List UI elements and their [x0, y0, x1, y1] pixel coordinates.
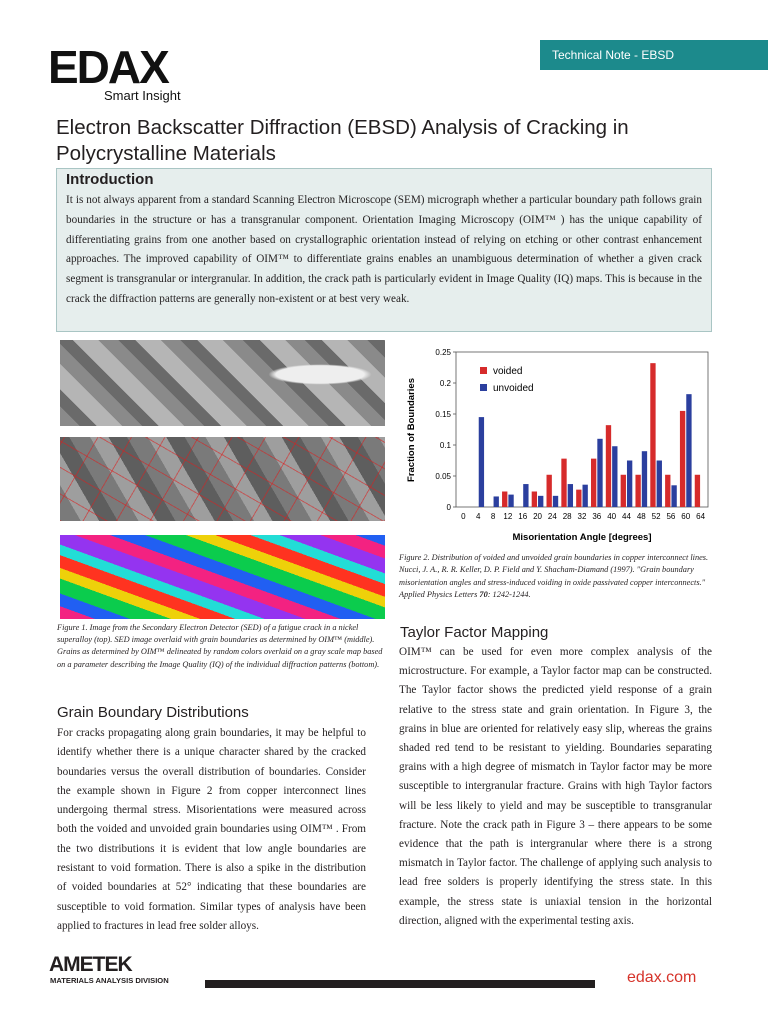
bar-unvoided-24 [553, 496, 558, 507]
ametek-division: MATERIALS ANALYSIS DIVISION [50, 976, 169, 985]
bar-unvoided-4 [479, 417, 484, 507]
figure2-caption-pages: : 1242-1244. [487, 590, 531, 600]
grain-boundary-heading: Grain Boundary Distributions [57, 704, 249, 721]
x-tick-label: 24 [547, 512, 557, 521]
footer-rule [205, 980, 595, 988]
bar-voided-40 [606, 425, 611, 507]
y-tick-label: 0.2 [439, 379, 451, 388]
document-title: Electron Backscatter Diffraction (EBSD) Analysis of Cracking in Polycrystalline Materials [56, 116, 629, 165]
bar-unvoided-40 [612, 446, 617, 507]
x-tick-label: 12 [503, 512, 513, 521]
ametek-logo: AMETEK [49, 953, 132, 976]
x-tick-label: 4 [476, 512, 481, 521]
legend-voided-label: voided [493, 366, 523, 377]
bar-voided-28 [561, 459, 566, 507]
introduction-body: It is not always apparent from a standard Scanning Electron Microscope (SEM) micrograph whether a particular boundary path follows grain boundaries in the structure or has a transgranular component. Orientation Imaging Microscopy (OIM™ ) has the unique capability of differentiating grains from one another based on crystallographic orientation instead of relying on etching or other contrast enhancement approaches. The improved capability of OIM™ to differentiate grains enables an unambiguous determination of whether a given crack segment is transgranular or intergranular. In addition, the crack path is particularly evident in Image Quality (IQ) maps. This is because in the crack the diffraction patterns are generally non-existent or at best very weak. [66, 194, 702, 305]
introduction-heading: Introduction [66, 171, 154, 188]
bar-voided-44 [621, 475, 626, 507]
x-tick-label: 40 [607, 512, 617, 521]
bar-voided-24 [547, 475, 552, 507]
bar-unvoided-44 [627, 461, 632, 508]
misorientation-bar-chart [398, 340, 716, 548]
bar-unvoided-36 [597, 439, 602, 507]
bar-voided-12 [502, 492, 507, 508]
bar-unvoided-20 [538, 496, 543, 507]
grain-boundary-body: For cracks propagating along grain boundaries, it may be helpful to identify whether there is a unique character shared by the cracked boundaries versus the overall distribution of boundaries. Consider the example shown in Figure 2 from copper interconnect lines undergoing thermal stress. Misorientations were measured across both the voided and unvoided grain boundaries using OIM™ . From the two distributions it is evident that low angle boundaries are resistant to void formation. There is also a spike in the distribution of voided boundaries at 52° indicating that these boundaries are susceptible to void formation. Similar types of analysis have been applied to fractures in lead free solder alloys. [57, 727, 366, 932]
bar-unvoided-60 [686, 394, 691, 507]
bar-voided-20 [532, 492, 537, 508]
y-tick-label: 0 [446, 503, 451, 512]
x-tick-label: 28 [562, 512, 572, 521]
taylor-factor-body: OIM™ can be used for even more complex analysis of the microstructure. For example, a Taylor factor map can be constructed. The Taylor factor shows the predicted yield response of a grain relative to the stress state and grain orientation. In Figure 3, the grains in blue are oriented for relatively easy slip, whereas the grains shaded red tend to be resistant to yielding. Boundaries separating grains with a high degree of mismatch in Taylor factor may be more susceptible to intergranular fracture. Grains with high Taylor factors will be less likely to yield and may be susceptible to transgranular fracture. Note the crack path in Figure 3 – there appears to be some evidence that the path is intergranular where there is a strong mismatch in Taylor factor. The challenge of applying such analysis to lead free solders is properly identifying the stress state. In this example, the stress state is uniaxial tension in the horizontal direction, aligned with the experimental testing axis. [399, 646, 712, 927]
y-tick-label: 0.15 [435, 410, 451, 419]
x-tick-label: 32 [577, 512, 587, 521]
oim-color-grain-map-image [60, 535, 385, 619]
bar-voided-32 [576, 490, 581, 507]
technical-note-label: Technical Note - EBSD [552, 48, 675, 62]
sed-with-grain-boundaries-image [60, 437, 385, 521]
figure2-caption-volume: 70 [479, 590, 488, 600]
figure2-caption [399, 552, 713, 602]
bar-unvoided-32 [583, 485, 588, 507]
x-tick-label: 36 [592, 512, 602, 521]
bar-unvoided-28 [568, 484, 573, 507]
legend-unvoided-label: unvoided [493, 383, 534, 394]
bar-unvoided-8 [494, 496, 499, 507]
y-tick-label: 0.1 [439, 441, 451, 450]
x-tick-label: 44 [622, 512, 631, 521]
bar-voided-64 [695, 475, 700, 507]
x-tick-label: 16 [518, 512, 528, 521]
y-tick-label: 0.05 [435, 472, 451, 481]
y-tick-label: 0.25 [435, 348, 451, 357]
legend-voided-swatch [480, 367, 487, 374]
x-tick-label: 0 [461, 512, 466, 521]
bar-unvoided-48 [642, 451, 647, 507]
x-tick-label: 56 [666, 512, 676, 521]
bar-unvoided-52 [657, 461, 662, 508]
bar-unvoided-16 [523, 484, 528, 507]
bar-voided-60 [680, 411, 685, 507]
chart-y-axis-label: Fraction of Boundaries [406, 378, 417, 482]
x-tick-label: 64 [696, 512, 706, 521]
x-tick-label: 20 [533, 512, 542, 521]
x-tick-label: 48 [636, 512, 646, 521]
bar-voided-36 [591, 459, 596, 507]
technical-note-banner [540, 40, 768, 70]
bar-unvoided-56 [671, 485, 676, 507]
chart-x-axis-label: Misorientation Angle [degrees] [512, 532, 652, 543]
taylor-factor-heading: Taylor Factor Mapping [400, 624, 549, 641]
edax-logo: EDAX [48, 41, 168, 93]
logo-tagline: Smart Insight [104, 88, 181, 103]
x-tick-label: 8 [490, 512, 496, 521]
x-tick-label: 60 [681, 512, 691, 521]
sed-image [60, 340, 385, 426]
bar-unvoided-12 [508, 495, 513, 507]
bar-voided-56 [665, 475, 670, 507]
x-tick-label: 52 [651, 512, 661, 521]
bar-voided-48 [635, 475, 640, 507]
figure1-caption: Figure 1. Image from the Secondary Electron Detector (SED) of a fatigue crack in a nickel superalloy (top). SED image overlaid with grain boundaries as determined by OIM™ (middle). Grains as determined by OIM™ delineated by random colors overlaid on a gray scale map based on a parameter describing the Image Quality (IQ) of the individual diffraction patterns (bottom). [57, 623, 383, 669]
bar-voided-52 [650, 363, 655, 507]
figure2-caption-text: Figure 2. Distribution of voided and unvoided grain boundaries in copper interconnect lines. Nucci, J. A., R. R. Keller, D. P. Field and Y. Shacham-Diamand (1997). "Grain boundary misorientation angles and stress-induced voiding in oxide passivated copper interconnects." Applied Physics Letters [399, 553, 709, 600]
edax-url-link[interactable]: edax.com [627, 969, 697, 986]
legend-unvoided-swatch [480, 384, 487, 391]
